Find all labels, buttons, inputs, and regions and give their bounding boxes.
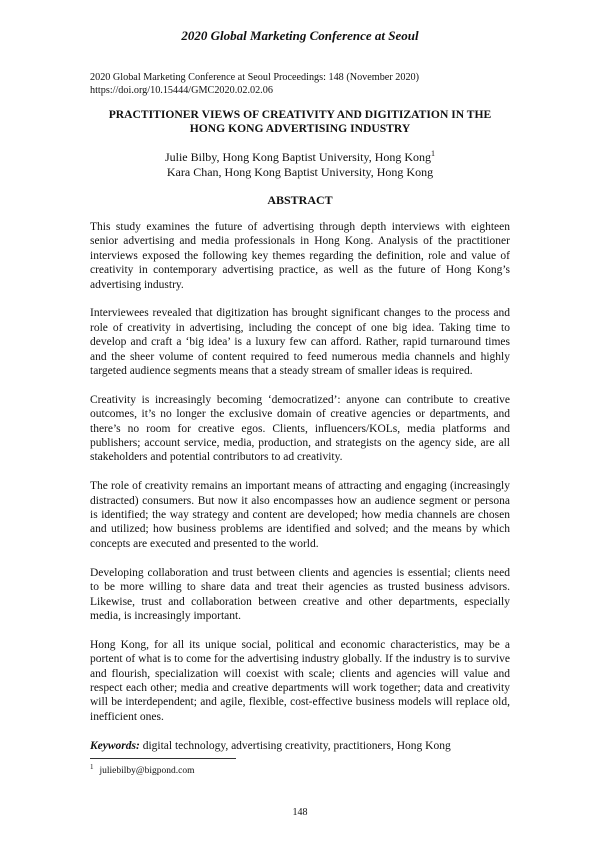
- paper-title: [80, 108, 520, 136]
- paper-title-line-2: HONG KONG ADVERTISING INDUSTRY: [189, 122, 411, 135]
- abstract-paragraph-2: Interviewees revealed that digitization has brought significant changes to the process and role of creativity in advertising, including the concept of one big idea. Taking time to develop and craft a ‘big idea’ is a luxury few can afford. Rather, rapid turnaround times and the sheer volume of content required to feed numerous media channels and highly targeted audience segments means that a steady stream of smaller ideas is required.: [90, 307, 510, 378]
- footnote: [90, 763, 510, 776]
- keywords-label: Keywords:: [90, 739, 140, 752]
- running-header: 2020 Global Marketing Conference at Seoul: [181, 28, 419, 43]
- footnote-email[interactable]: juliebilby@bigpond.com: [99, 766, 195, 776]
- abstract-heading: ABSTRACT: [267, 193, 333, 207]
- abstract-paragraph-1: This study examines the future of advertising through depth interviews with eighteen senior advertising and media professionals in Hong Kong. Analysis of the practitioner interviews exposed the following key themes regarding the definition, role and value of creativity in contemporary advertising practice, as well as the future of Hong Kong’s advertising industry.: [90, 221, 510, 291]
- doi-link[interactable]: https://doi.org/10.15444/GMC2020.02.02.06: [90, 84, 273, 96]
- author-1-footnote-marker: 1: [431, 149, 436, 158]
- keywords: [90, 739, 510, 753]
- author-block: [80, 150, 520, 180]
- author-1-affiliation: Julie Bilby, Hong Kong Baptist University, Hong Kong: [164, 150, 432, 164]
- author-1: [80, 150, 520, 165]
- abstract-paragraph-5: Developing collaboration and trust between clients and agencies is essential; clients need to be more willing to share data and treat their agencies as trusted business advisors. Likewise, trust and collaboration between creative and other departments, especially media, is increasingly important.: [90, 566, 510, 622]
- footnote-divider: [90, 758, 236, 759]
- keywords-list: digital technology, advertising creativity, practitioners, Hong Kong: [139, 739, 451, 752]
- abstract-paragraph-6: Hong Kong, for all its unique social, political and economic characteristics, may be a portent of what is to come for the advertising industry globally. If the industry is to survive and flourish, specialization will coexist with scale; clients and agencies will value and respect each other; media and creative departments will work together; data and creativity will be interdependent; and agile, flexible, cost-effective business models will replace old, inefficient ones.: [90, 638, 510, 723]
- abstract-paragraph-3: Creativity is increasingly becoming ‘democratized’: anyone can contribute to creative outcomes, it’s no longer the exclusive domain of creative agencies or departments, and there’s no room for creative egos. Clients, influencers/KOLs, media platforms and publishers; account service, media, production, and strategists on the agency side, are all stakeholders and potential contributors to ad creativity.: [90, 393, 510, 464]
- paper-title-line-1: PRACTITIONER VIEWS OF CREATIVITY AND DIGITIZATION IN THE: [108, 108, 492, 121]
- proceedings-info: [90, 72, 510, 97]
- footnote-marker: 1: [90, 763, 94, 771]
- author-2: Kara Chan, Hong Kong Baptist University, Hong Kong: [166, 165, 434, 179]
- abstract-paragraph-4: The role of creativity remains an important means of attracting and engaging (increasingly distracted) consumers. But now it also encompasses how an audience segment or persona is identified; the way strategy and content are developed; how media channels are chosen and utilized; how business problems are identified and solved; and the means by which concepts are executed and presented to the world.: [90, 480, 510, 550]
- page-number: 148: [292, 807, 308, 818]
- abstract-body: [90, 220, 510, 767]
- proceedings-citation: 2020 Global Marketing Conference at Seoul Proceedings: 148 (November 2020): [90, 72, 420, 83]
